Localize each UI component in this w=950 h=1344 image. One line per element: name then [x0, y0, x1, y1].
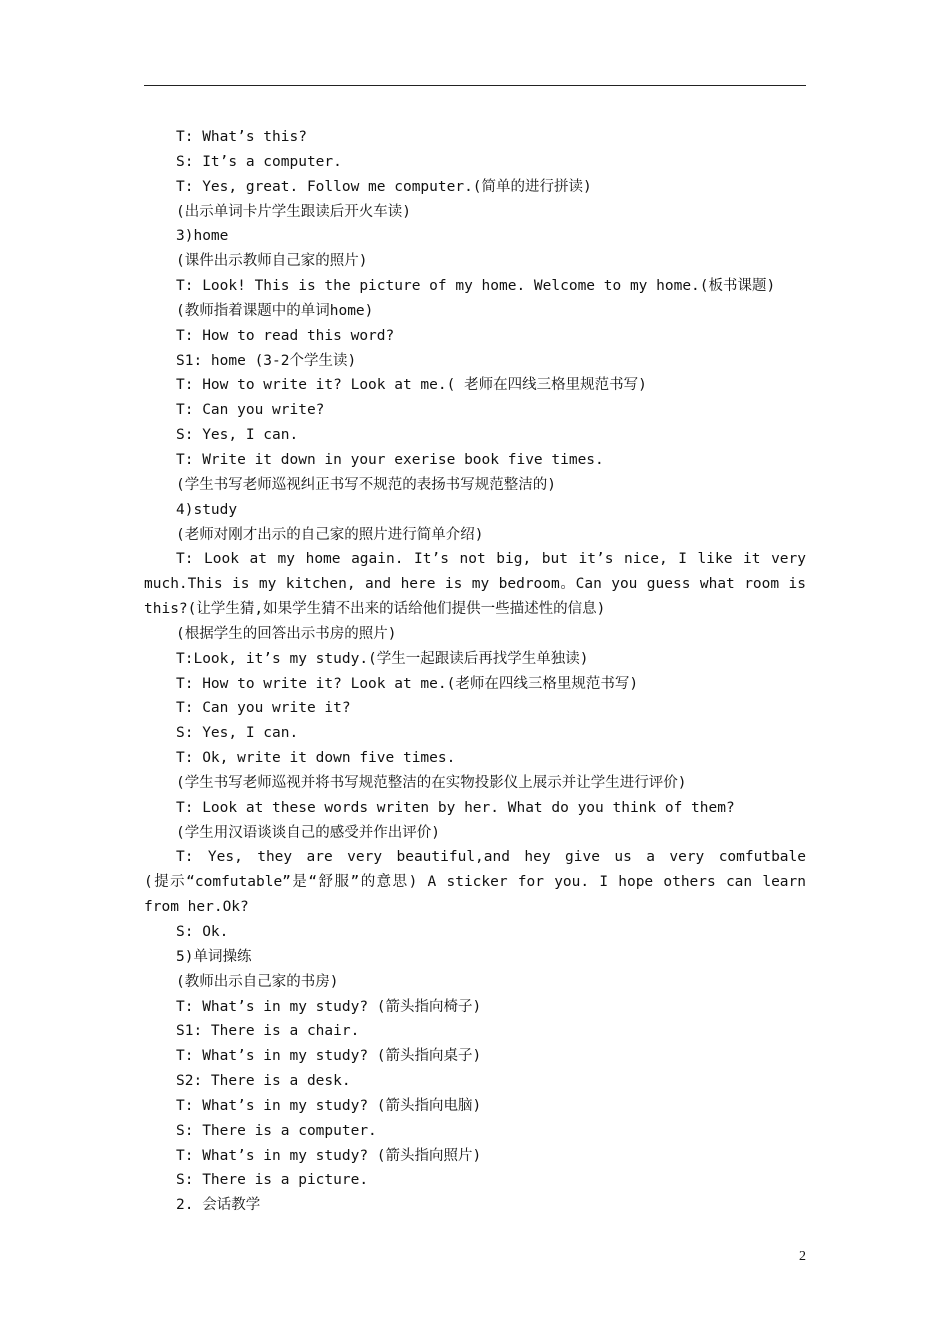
text-line: T: What’s in my study? (箭头指向椅子) [176, 998, 482, 1015]
text-line: (课件出示教师自己家的照片) [176, 253, 368, 270]
text-line: T: What’s in my study? (箭头指向电脑) [176, 1097, 482, 1114]
header-rule [144, 85, 806, 86]
text-line: S: Ok. [176, 924, 229, 940]
text-line: (学生书写老师巡视并将书写规范整洁的在实物投影仪上展示并让学生进行评价) [176, 774, 687, 791]
text-line: T: How to read this word? [176, 327, 395, 344]
text-line: S1: home (3-2个学生读) [176, 352, 357, 369]
text-line: T: What’s this? [176, 129, 307, 145]
text-line: from her.Ok? [144, 899, 249, 916]
text-line: S: There is a computer. [176, 1122, 377, 1139]
page-number: 2 [799, 1249, 806, 1264]
text-line: S: There is a picture. [176, 1172, 369, 1189]
document-body [144, 125, 806, 1218]
text-line: T: Can you write? [176, 402, 325, 419]
text-line: T: How to write it? Look at me.( 老师在四线三格里规范书写) [176, 377, 647, 394]
text-line: T: What’s in my study? (箭头指向桌子) [176, 1048, 482, 1065]
text-line: (出示单词卡片学生跟读后开火车读) [176, 203, 411, 220]
text-line: S: Yes, I can. [176, 725, 299, 742]
text-line: S: Yes, I can. [176, 427, 299, 444]
text-line: T: What’s in my study? (箭头指向照片) [176, 1147, 482, 1164]
text-line: S: It’s a computer. [176, 153, 342, 170]
text-line: (教师出示自己家的书房) [176, 973, 339, 990]
text-line: 4)study [176, 501, 238, 518]
text-line: (根据学生的回答出示书房的照片) [176, 625, 397, 642]
text-line: T: Write it down in your exerise book five times. [176, 451, 604, 468]
text-line: T: Look! This is the picture of my home. Welcome to my home.(板书课题) [176, 278, 776, 295]
text-line: T: How to write it? Look at me.(老师在四线三格里规范书写) [176, 675, 639, 692]
text-line: T: Look at these words writen by her. What do you think of them? [176, 799, 735, 816]
text-line: 5)单词操练 [176, 948, 252, 965]
text-line: T: Can you write it? [176, 700, 351, 717]
text-line: T: Ok, write it down five times. [176, 750, 456, 767]
text-line: 2. 会话教学 [176, 1197, 261, 1214]
text-line: S1: There is a chair. [176, 1023, 360, 1040]
text-line: T: Yes, great. Follow me computer.(简单的进行拼读) [176, 178, 592, 195]
text-line: (学生书写老师巡视纠正书写不规范的表扬书写规范整洁的) [176, 476, 556, 493]
text-line: much.This is my kitchen, and here is my bedroom。Can you guess what room is [144, 576, 806, 593]
text-line: (老师对刚才出示的自己家的照片进行简单介绍) [176, 526, 484, 543]
text-line: S2: There is a desk. [176, 1073, 351, 1090]
text-line: T: Yes, they are very beautiful,and hey give us a very comfutbale [176, 849, 806, 866]
text-line: (提示“comfutable”是“舒服”的意思) A sticker for you. I hope others can learn [144, 874, 806, 891]
text-line: (学生用汉语谈谈自己的感受并作出评价) [176, 824, 440, 841]
text-line: this?(让学生猜,如果学生猜不出来的话给他们提供一些描述性的信息) [144, 601, 606, 618]
text-line: T: Look at my home again. It’s not big, but it’s nice, I like it very [176, 551, 806, 568]
text-line: T:Look, it’s my study.(学生一起跟读后再找学生单独读) [176, 650, 589, 667]
text-line: 3)home [176, 228, 229, 245]
text-line: (教师指着课题中的单词home) [176, 302, 374, 319]
